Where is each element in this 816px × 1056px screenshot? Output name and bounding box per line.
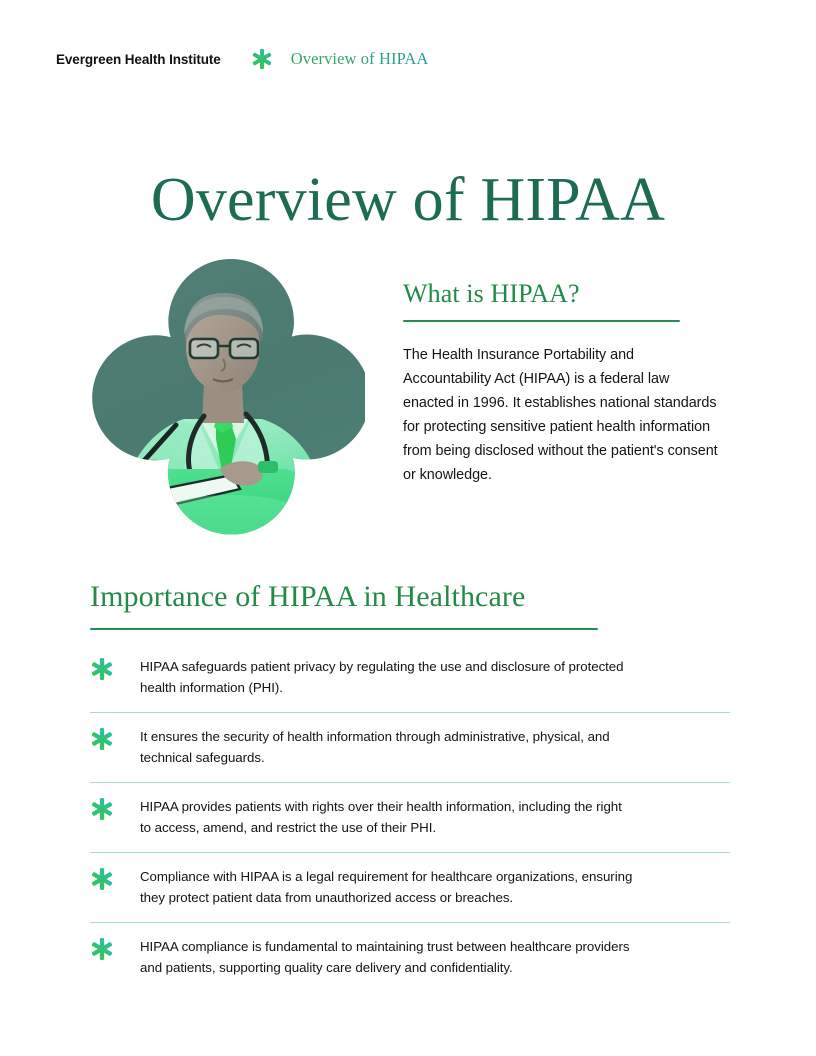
- page-title: Overview of HIPAA: [150, 165, 666, 234]
- brand-name: Evergreen Health Institute: [56, 51, 221, 67]
- list-item-text: It ensures the security of health information through administrative, physical, and technical safeguards.: [140, 728, 610, 765]
- list-item: [90, 656, 730, 713]
- what-is-hipaa-paragraph: The Health Insurance Portability and Accountability Act (HIPAA) is a federal law enacted in 1996. It establishes national standards for protecting sensitive patient health information from being disclosed without the patient's consent or knowledge.: [403, 347, 718, 483]
- list-item: [90, 726, 730, 783]
- header-document-label: Overview of HIPAA: [290, 49, 429, 68]
- list-item-text: HIPAA compliance is fundamental to maintaining trust between healthcare providers and patients, supporting quality care delivery and confidentiality.: [140, 938, 630, 975]
- importance-list: [90, 656, 730, 979]
- list-item-text: HIPAA provides patients with rights over their health information, including the right to access, amend, and restrict the use of their PHI.: [140, 798, 622, 835]
- importance-section: [90, 580, 730, 979]
- asterisk-flower-icon: [90, 797, 114, 821]
- asterisk-flower-icon: [90, 727, 114, 751]
- list-item: [90, 936, 730, 979]
- doctor-writing-photo: [80, 251, 365, 536]
- hero-text-column: [403, 279, 718, 502]
- asterisk-flower-icon: [90, 867, 114, 891]
- asterisk-flower-icon: [90, 937, 114, 961]
- list-item: [90, 796, 730, 853]
- hero-section: [0, 243, 816, 543]
- asterisk-flower-icon: [90, 657, 114, 681]
- document-header: [56, 46, 428, 72]
- importance-heading: Importance of HIPAA in Healthcare: [90, 580, 526, 613]
- what-is-hipaa-heading: What is HIPAA?: [403, 279, 580, 308]
- importance-heading-rule: [90, 628, 598, 630]
- heading-rule: [403, 320, 680, 322]
- list-item-text: HIPAA safeguards patient privacy by regulating the use and disclosure of protected health information (PHI).: [140, 658, 624, 695]
- list-item: [90, 866, 730, 923]
- asterisk-flower-icon: [251, 48, 273, 70]
- list-item-text: Compliance with HIPAA is a legal requirement for healthcare organizations, ensuring they protect patient data from unauthorized access or breaches.: [140, 868, 633, 905]
